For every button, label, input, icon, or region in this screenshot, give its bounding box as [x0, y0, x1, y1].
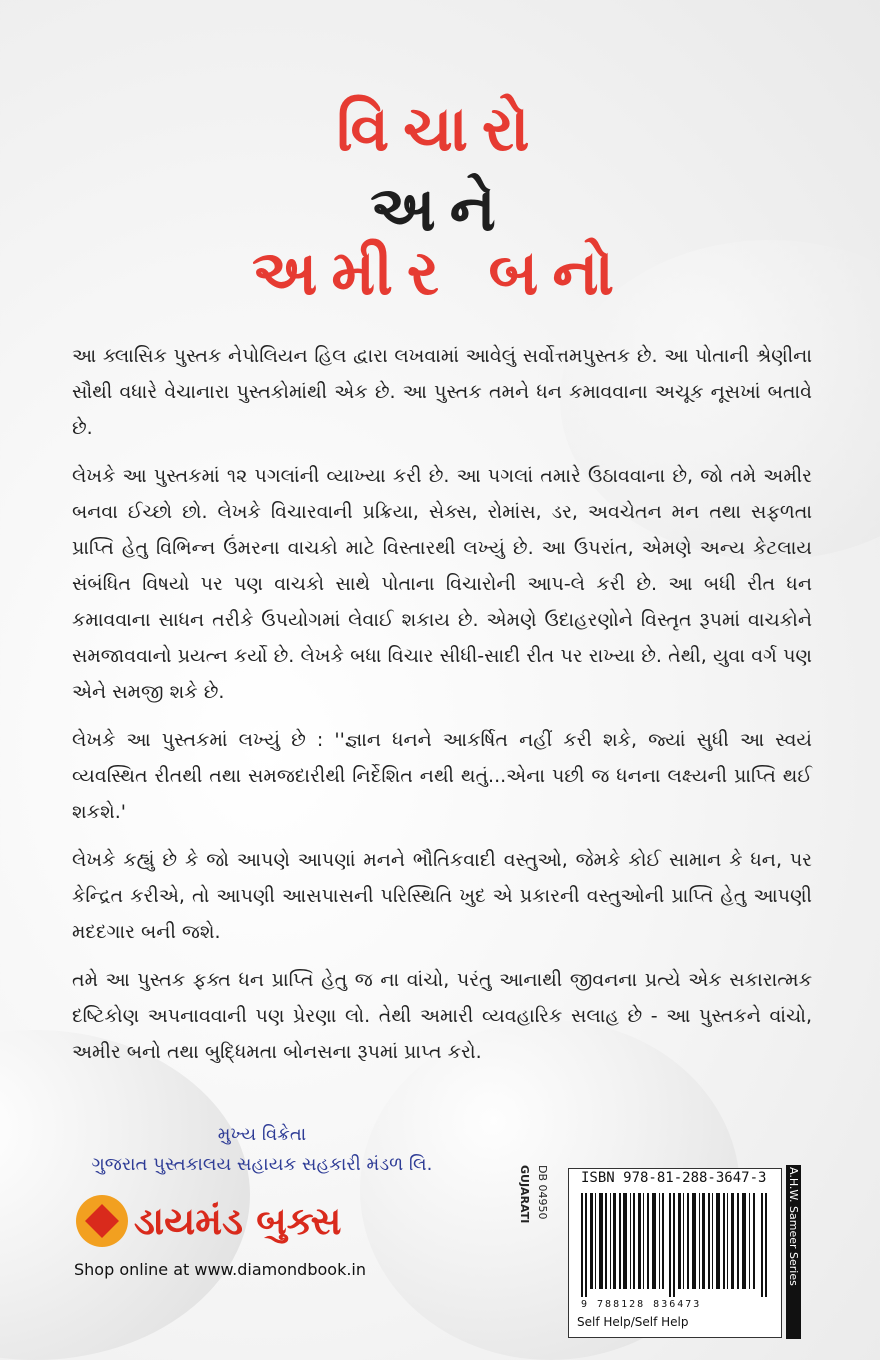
paragraph-5: તમે આ પુસ્તક ફક્ત ધન પ્રાપ્તિ હેતુ જ ના વાંચો, પરંતુ આનાથી જીવનના પ્રત્યે એક સકારાત્મક દષ્ટિકોણ અપનાવવાની પણ પ્રેરણા લો. તેથી અમારી વ્યવહારિક સલાહ છે - આ પુસ્તકને વાંચો, અમીર બનો તથા બુદ્ધિમતા બોનસના રૂપમાં પ્રાપ્ત કરો. — [72, 969, 812, 1063]
shop-online-text: Shop online at www.diamondbook.in — [74, 1260, 367, 1279]
distributor-block — [72, 1120, 452, 1180]
distributor-name: ગુજરાત પુસ્તકાલય સહાયક સહકારી મંડળ લિ. — [91, 1154, 433, 1175]
publisher-logo-text: ડાયમંડ બુક્સ — [134, 1198, 342, 1243]
paragraph-3: લેખકે આ પુસ્તકમાં લખ્યું છે : ''જ્ઞાન ધનને આકર્ષિત નહીં કરી શકે, જ્યાં સુધી આ સ્વયં વ્યવસ્થિત રીતથી તથા સમજદારીથી નિર્દેશિત નથી થતું...એના પછી જ ધનના લક્ષ્યની પ્રાપ્તિ થઈ શકશે.' — [72, 729, 812, 823]
paragraph-1: આ ક્લાસિક પુસ્તક નેપોલિયન હિલ દ્વારા લખવામાં આવેલું સર્વોત્તમપુસ્તક છે. આ પોતાની શ્રેણીના સૌથી વધારે વેચાનારા પુસ્તકોમાંથી એક છે. આ પુસ્તક તમને ધન કમાવવાના અચૂક નૂસખાં બતાવે છે. — [72, 345, 812, 439]
category-label: Self Help/Self Help — [577, 1315, 689, 1329]
barcode-bars — [581, 1193, 767, 1297]
blurb-text — [72, 338, 812, 1082]
paragraph-4: લેખકે કહ્યું છે કે જો આપણે આપણાં મનને ભૌતિકવાદી વસ્તુઓ, જેમકે કોઈ સામાન કે ધન, પર કેન્દ્રિત કરીએ, તો આપણી આસપાસની પરિસ્થિતિ ખુદ એ પ્રકારની વસ્તુઓની પ્રાપ્તિ હેતુ આપણી મદદગાર બની જશે. — [72, 849, 812, 943]
paragraph-2: લેખકે આ પુસ્તકમાં ૧૨ પગલાંની વ્યાખ્યા કરી છે. આ પગલાં તમારે ઉઠાવવાના છે, જો તમે અમીર બનવા ઈચ્છો છો. લેખકે વિચારવાની પ્રક્રિયા, સેક્સ, રોમાંસ, ડર, અવચેતન મન તથા સફળતા પ્રાપ્તિ હેતુ વિભિન્ન ઉંમરના વાચકો માટે વિસ્તારથી લખ્યું છે. આ ઉપરાંત, એમણે અન્ય કેટલાય સંબંધિત વિષયો પર પણ વાચકો સાથે પોતાના વિચારોની આપ-લે કરી છે. આ બધી રીત ધન કમાવવાના સાધન તરીકે ઉપયોગમાં લેવાઈ શકાય છે. એમણે ઉદાહરણોને વિસ્તૃત રૂપમાં વાચકોને સમજાવવાનો પ્રયત્ન કર્યો છે. લેખકે બધા વિચાર સીધી-સાદી રીત પર રાખ્યા છે. તેથી, યુવા વર્ગ પણ એને સમજી શકે છે. — [72, 465, 812, 703]
diamond-logo-icon — [76, 1195, 128, 1247]
language-label: GUJARATI — [518, 1165, 531, 1224]
title-line-1: વિચારો — [336, 92, 544, 165]
title-line-2: અને — [370, 172, 510, 245]
distributor-label: મુખ્ય વિક્રેતા — [217, 1124, 307, 1145]
series-label: A.H.W. Sameer Series — [786, 1165, 801, 1339]
barcode-digits: 9 788128 836473 — [581, 1299, 702, 1310]
barcode-box — [568, 1168, 782, 1338]
title-line-3: અમીર બનો — [251, 236, 629, 309]
db-code: DB 04950 — [536, 1165, 549, 1220]
isbn-text: ISBN 978-81-288-3647-3 — [581, 1170, 767, 1186]
publisher-logo — [76, 1195, 341, 1247]
